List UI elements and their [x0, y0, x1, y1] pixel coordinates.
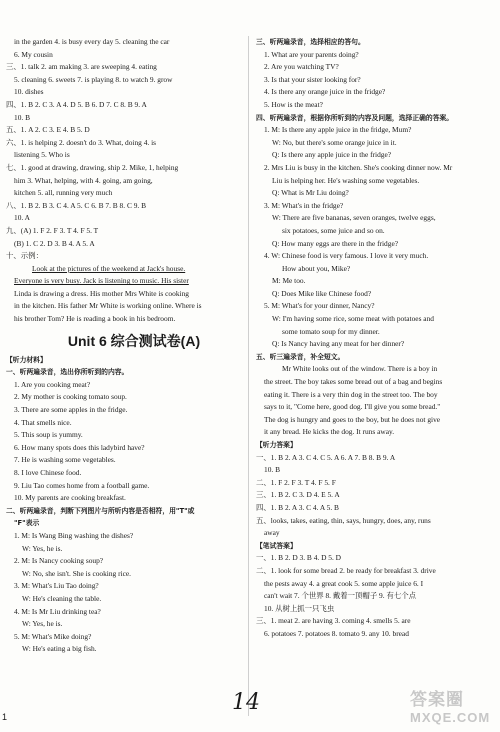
text-line: 5. How is the meat?	[264, 99, 323, 109]
page-number: 14	[232, 690, 260, 715]
text-line: 一、1. B 2. A 3. C 4. C 5. A 6. A 7. B 8. B 9. A	[256, 452, 396, 462]
text-line: Q: What is Mr Liu doing?	[272, 188, 349, 198]
text-line: 5. M: What's Mike doing?	[14, 631, 92, 641]
text-line: 10. 从树上抓一只飞虫	[264, 603, 335, 613]
text-line: 2. Are you watching TV?	[264, 62, 339, 72]
written-answers	[256, 552, 494, 640]
text-line: can't wait 7. 个世界 8. 戴着一顶帽子 9. 有七个点	[264, 591, 417, 601]
text-line: 10. A	[14, 213, 31, 223]
text-line: 二、1. look for some bread 2. be ready for breakfast 3. drive	[256, 565, 436, 575]
corner-mark: 1	[2, 712, 8, 722]
text-line: 四、1. B 2. C 3. A 4. D 5. B 6. D 7. C 8. B 9. A	[6, 99, 147, 109]
text-line: 2. Mrs Liu is busy in the kitchen. She's cooking dinner now. Mr	[264, 162, 453, 172]
answers-unit5-tail	[6, 36, 242, 263]
text-line: W: No, she isn't. She is cooking rice.	[22, 568, 132, 578]
written-answers-tag: 【笔试答案】	[256, 541, 297, 550]
text-line: kitchen 5. all, running very much	[14, 188, 113, 198]
text-line: W: He's eating a big fish.	[22, 644, 97, 654]
listening-answers	[256, 452, 494, 540]
text-line: 5. cleaning 6. sweets 7. is playing 8. to watch 9. grow	[14, 74, 173, 84]
text-line: 三、听两遍录音，选择相应的答句。	[256, 38, 365, 46]
text-line: 6. potatoes 7. potatoes 8. tomato 9. any 10. bread	[264, 628, 409, 638]
text-line: listening 5. Who is	[14, 150, 70, 160]
text-line: says to it, "Come here, good dog. I'll give you some bread."	[264, 402, 441, 412]
left-column	[6, 36, 242, 656]
text-line: 五、looks, takes, eating, thin, says, hungry, does, any, runs	[256, 515, 431, 525]
text-line: in the garden 4. is busy every day 5. cleaning the car	[14, 37, 170, 46]
text-line: 4. M: Is Mr Liu drinking tea?	[14, 606, 101, 616]
text-line: 2. M: Is Nancy cooking soup?	[14, 556, 104, 566]
text-line: 10. My parents are cooking breakfast.	[14, 493, 126, 503]
text-line: 一、听两遍录音，选出你所听到的内容。	[6, 368, 129, 377]
text-line: 五、听三遍录音，补全短文。	[256, 352, 345, 361]
text-line: 4. W: Chinese food is very famous. I love it very much.	[264, 251, 429, 261]
text-line: Q: How many eggs are there in the fridge?	[272, 238, 399, 248]
text-line: his brother Tom? He is reading a book in his bedroom.	[14, 314, 176, 324]
text-line: Mr White looks out of the window. There is a boy in	[282, 364, 438, 374]
text-line: W: He's cleaning the table.	[22, 593, 102, 603]
text-line: Look at the pictures of the weekend at Jack's house.	[32, 263, 186, 273]
text-line: 5. M: What's for your dinner, Nancy?	[264, 301, 375, 311]
text-line: 三、1. B 2. C 3. D 4. E 5. A	[256, 490, 340, 500]
text-line: him 3. What, helping, with 4. going, am going,	[14, 175, 153, 185]
text-line: The dog is hungry and goes to the boy, but he does not give	[264, 414, 441, 424]
text-line: 9. Liu Tao comes home from a football game.	[14, 480, 150, 490]
listening-material-tag: 【听力材料】	[6, 355, 47, 364]
text-line: 7. He is washing some vegetables.	[14, 455, 116, 465]
text-line: W: Yes, he is.	[22, 619, 63, 629]
text-line: How about you, Mike?	[282, 263, 351, 273]
watermark-logo	[410, 685, 492, 729]
text-line: 6. How many spots does this ladybird have?	[14, 442, 145, 452]
text-line: the pests away 4. a great cook 5. some apple juice 6. I	[264, 578, 424, 588]
text-line: 四、听两遍录音，根据你所听到的内容及问题，选择正确的答案。	[256, 113, 454, 122]
text-line: 1. What are your parents doing?	[264, 49, 359, 59]
text-line: W: Yes, he is.	[22, 543, 63, 553]
text-line: 4. That smells nice.	[14, 417, 72, 427]
text-line: 二、听两遍录音，判断下列图片与所听内容是否相符，用"T"或	[6, 506, 195, 515]
text-line: 2. My mother is cooking tomato soup.	[14, 392, 127, 402]
text-line: M: Me too.	[272, 276, 306, 286]
watermark-line1: 答案圈	[410, 690, 464, 709]
text-line: 九、(A) 1. F 2. F 3. T 4. F 5. T	[6, 225, 99, 235]
text-line: the street. The boy takes some bread out of a bag and begins	[264, 377, 443, 387]
text-line: 1. Are you cooking meat?	[14, 379, 91, 389]
text-line: six potatoes, some juice and so on.	[282, 225, 385, 235]
text-line: 10. B	[14, 112, 31, 122]
text-line: Everyone is very busy. Jack is listening to music. His sister	[14, 276, 189, 286]
text-line: 一、1. B 2. D 3. B 4. D 5. D	[256, 553, 341, 563]
text-line: 十、示例：	[6, 251, 43, 261]
text-line: W: There are five bananas, seven oranges, twelve eggs,	[272, 213, 436, 223]
watermark-line2: MXQE.COM	[410, 710, 491, 725]
text-line: 八、1. B 2. B 3. C 4. A 5. C 6. B 7. B 8. C 9. B	[6, 200, 147, 210]
text-line: 3. M: What's Liu Tao doing?	[14, 581, 99, 591]
text-line: "F"表示	[14, 519, 40, 528]
listening-material-continued	[256, 36, 494, 439]
text-line: it any bread. He kicks the dog. It runs away.	[264, 427, 395, 437]
text-line: 10. B	[264, 465, 281, 475]
text-line: 三、1. talk 2. am making 3. are sweeping 4. eating	[6, 62, 157, 72]
text-line: 七、1. good at drawing, drawing, ship 2. Mike, 1, helping	[6, 162, 179, 172]
text-line: 6. My cousin	[14, 49, 53, 59]
text-line: 六、1. is helping 2. doesn't do 3. What, doing 4. is	[6, 137, 157, 147]
text-line: eating it. There is a very thin dog in the street too. The boy	[264, 389, 438, 399]
text-line: away	[264, 528, 280, 538]
text-line: 3. Is that your sister looking for?	[264, 74, 361, 84]
text-line: 1. M: Is Wang Bing washing the dishes?	[14, 530, 134, 540]
text-line: 4. Is there any orange juice in the fridge?	[264, 87, 386, 97]
listening-material	[6, 366, 242, 656]
text-line: 5. This soup is yummy.	[14, 430, 83, 440]
text-line: 1. M: Is there any apple juice in the fridge, Mum?	[264, 125, 412, 135]
text-line: Linda is drawing a dress. His mother Mrs White is cooking	[14, 288, 189, 298]
text-line: some tomato soup for my dinner.	[282, 326, 380, 336]
text-line: 五、1. A 2. C 3. E 4. B 5. D	[6, 125, 90, 135]
text-line: 三、1. meat 2. are having 3. coming 4. smells 5. are	[256, 616, 411, 626]
text-line: 8. I love Chinese food.	[14, 468, 82, 477]
text-line: 3. M: What's in the fridge?	[264, 200, 344, 210]
text-line: Q: Is Nancy having any meat for her dinner?	[272, 339, 405, 349]
unit-title: Unit 6 综合测试卷(A)	[67, 332, 201, 349]
text-line: Q: Does Mike like Chinese food?	[272, 288, 372, 298]
text-line: Liu is helping her. He's washing some vegetables.	[272, 175, 420, 185]
text-line: 四、1. B 2. A 3. C 4. A 5. B	[256, 502, 339, 512]
text-line: 10. dishes	[14, 87, 44, 97]
text-line: 二、1. F 2. F 3. T 4. F 5. F	[256, 477, 336, 487]
sample-essay	[6, 263, 242, 326]
text-line: (B) 1. C 2. D 3. B 4. A 5. A	[14, 238, 95, 248]
text-line: Q: Is there any apple juice in the fridge?	[272, 150, 392, 160]
listening-answers-tag: 【听力答案】	[256, 441, 297, 449]
column-divider	[248, 36, 249, 716]
text-line: in the kitchen. His father Mr White is working online. Where is	[14, 301, 202, 311]
text-line: 3. There are some apples in the fridge.	[14, 405, 128, 415]
text-line: W: No, but there's some orange juice in it.	[272, 137, 397, 147]
right-column	[256, 36, 494, 641]
text-line: W: I'm having some rice, some meat with potatoes and	[272, 314, 434, 324]
